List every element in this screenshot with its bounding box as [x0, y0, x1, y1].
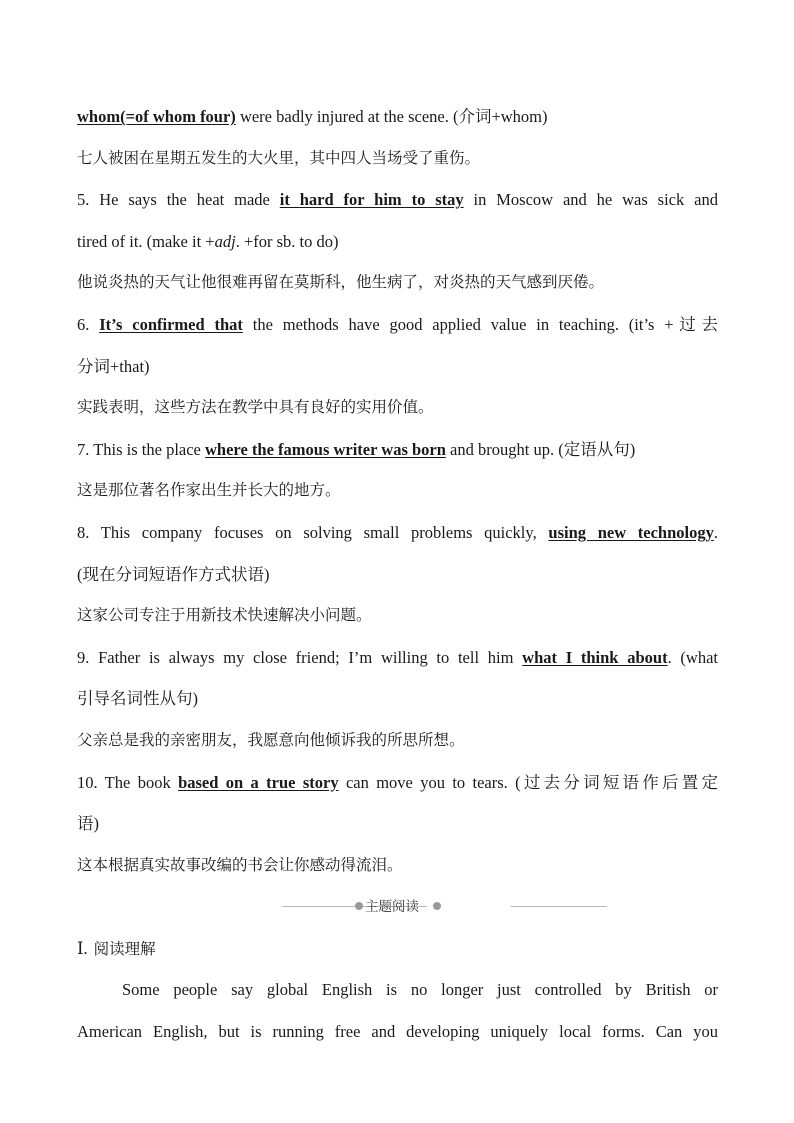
- divider-rule-right: [511, 906, 607, 907]
- sentence-8-line-1: [77, 512, 718, 554]
- italic-term: adj: [214, 231, 236, 251]
- sentence-text: 9. Father is always my close friend; I’m willing to tell him: [77, 647, 523, 667]
- translation-line: 父亲总是我的亲密朋友，我愿意向他倾诉我的所思所想。: [77, 730, 465, 749]
- translation-line: 七人被困在星期五发生的大火里，其中四人当场受了重伤。: [77, 148, 481, 167]
- sentence-9-line-1: [77, 637, 718, 679]
- answer-phrase: based on a true story: [178, 772, 339, 792]
- answer-phrase: where the famous writer was born: [205, 439, 446, 459]
- sentence-text: . +for sb. to do): [235, 231, 339, 251]
- sentence-text: 7. This is the place: [77, 439, 206, 459]
- sentence-text: 6.: [77, 314, 100, 334]
- answer-phrase: what I think about: [522, 647, 668, 667]
- divider-dot-icon: [355, 902, 363, 910]
- translation-line: 这是那位著名作家出生并长大的地方。: [77, 481, 341, 500]
- document-page: [77, 96, 718, 1053]
- section-divider: [77, 886, 718, 928]
- sentence-6-line-1: [77, 304, 718, 346]
- translation-line: 他说炎热的天气让他很难再留在莫斯科，他生病了，对炎热的天气感到厌倦。: [77, 273, 605, 292]
- sentence-text: 5. He says the heat made: [77, 190, 280, 210]
- sentence-text: and brought up. (定语从句): [445, 439, 636, 459]
- sentence-6-line-2: 分词+that): [77, 356, 150, 376]
- section-numeral: Ⅰ.: [77, 938, 88, 958]
- sentence-text: 8. This company focuses on solving small problems quickly,: [77, 522, 549, 542]
- answer-phrase: whom(=of whom four): [77, 107, 236, 126]
- sentence-7-line: [77, 429, 718, 471]
- divider-dot-icon: [433, 902, 441, 910]
- divider-title: 主题阅读: [365, 899, 419, 916]
- answer-phrase: using new technology: [548, 522, 714, 542]
- sentence-text: in Moscow and he was sick and: [463, 190, 718, 210]
- sentence-text: can move you to tears. (过去分词短语作后置定: [338, 772, 718, 792]
- sentence-10-line-2: 语): [77, 814, 99, 834]
- reading-paragraph-line: Some people say global English is no longer just controlled by British or: [122, 980, 718, 1000]
- sentence-8-line-2: (现在分词短语作方式状语): [77, 564, 270, 584]
- sentence-10-line-1: [77, 762, 718, 804]
- section-heading: [77, 928, 718, 970]
- sentence-5-line-2: [77, 221, 718, 263]
- sentence-text: .: [713, 522, 718, 542]
- answer-phrase: It’s confirmed that: [99, 314, 243, 334]
- sentence-5-line-1: [77, 179, 718, 221]
- sentence-text: the methods have good applied value in teaching. (it’s +过去: [242, 314, 718, 334]
- sentence-text: tired of it. (make it +: [77, 231, 215, 251]
- sentence-text: . (what: [667, 647, 718, 667]
- text-line: [77, 96, 718, 138]
- section-title: 阅读理解: [93, 939, 156, 958]
- translation-line: 这家公司专注于用新技术快速解决小问题。: [77, 606, 372, 625]
- translation-line: 实践表明，这些方法在教学中具有良好的实用价值。: [77, 398, 434, 417]
- answer-phrase: it hard for him to stay: [279, 190, 464, 210]
- reading-paragraph-line: American English, but is running free and developing uniquely local forms. Can you: [77, 1022, 718, 1042]
- sentence-text: 10. The book: [77, 772, 179, 792]
- sentence-9-line-2: 引导名词性从句): [77, 689, 198, 709]
- sentence-text: were badly injured at the scene. (介词+whom): [235, 107, 548, 126]
- translation-line: 这本根据真实故事改编的书会让你感动得流泪。: [77, 855, 403, 874]
